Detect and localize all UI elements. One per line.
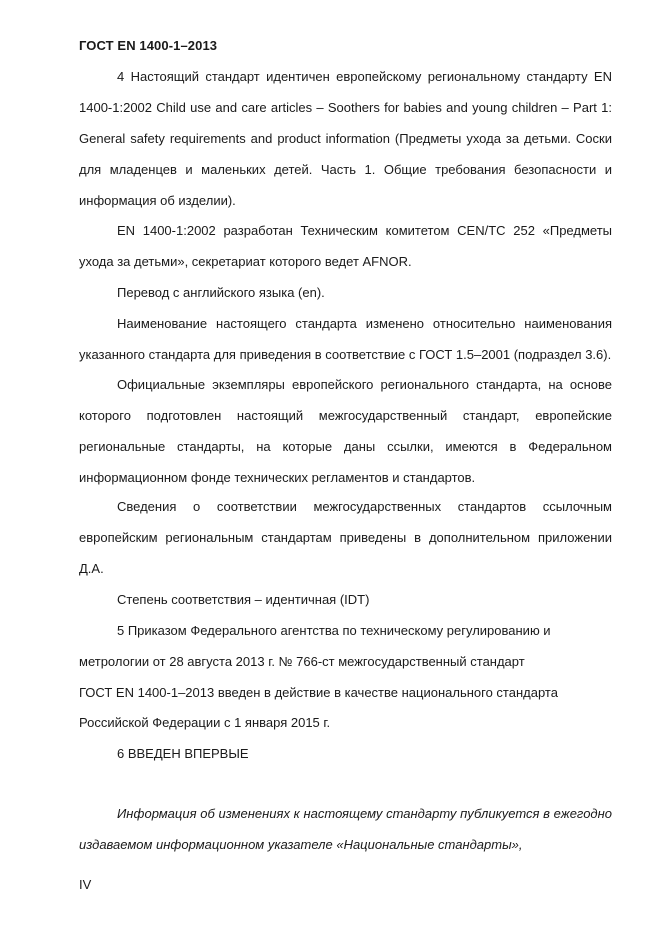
paragraph-changes-info: Информация об изменениях к настоящему стандарту публикуется в ежегодно издаваемом информационном указателе «Национальные стандарты», [79, 806, 612, 852]
page-number: IV [79, 877, 92, 892]
paragraph-degree-of-conformity: Степень соответствия – идентичная (IDT) [117, 592, 370, 607]
paragraph-technical-committee: EN 1400-1:2002 разработан Техническим комитетом CEN/TC 252 «Предметы ухода за детьми», секретариат которого ведет AFNOR. [79, 223, 612, 269]
paragraph-standard-identity: 4 Настоящий стандарт идентичен европейскому региональному стандарту EN 1400-1:2002 Child use and care articles – Soothers for babies and young children – Part 1: General safety requirements and product information (Предметы ухода за детьми. Соски для младенцев и маленьких детей. Часть 1. Общие требования безопасности и информация об изделии). [79, 69, 612, 208]
paragraph-order-line-3: ГОСТ EN 1400-1–2013 введен в действие в качестве национального стандарта [79, 685, 558, 700]
paragraph-translation: Перевод с английского языка (en). [117, 285, 325, 300]
paragraph-correspondence-info: Сведения о соответствии межгосударственных стандартов ссылочным европейским региональным стандартам приведены в дополнительном приложении Д.А. [79, 499, 612, 576]
paragraph-name-change: Наименование настоящего стандарта изменено относительно наименования указанного стандарта для приведения в соответствие с ГОСТ 1.5–2001 (подраздел 3.6). [79, 316, 612, 362]
paragraph-introduced-first: 6 ВВЕДЕН ВПЕРВЫЕ [117, 746, 249, 761]
standard-designation-header: ГОСТ EN 1400-1–2013 [79, 38, 218, 53]
paragraph-official-copies: Официальные экземпляры европейского регионального стандарта, на основе которого подготовлен настоящий межгосударственный стандарт, европейские региональные стандарты, на которые даны ссылки, имеются в Федеральном информационном фонде технических регламентов и стандартов. [79, 377, 612, 485]
paragraph-order-line-4: Российской Федерации с 1 января 2015 г. [79, 715, 331, 730]
paragraph-order-line-2: метрологии от 28 августа 2013 г. № 766-ст межгосударственный стандарт [79, 654, 525, 669]
paragraph-order-line-1: 5 Приказом Федерального агентства по техническому регулированию и [117, 623, 551, 638]
